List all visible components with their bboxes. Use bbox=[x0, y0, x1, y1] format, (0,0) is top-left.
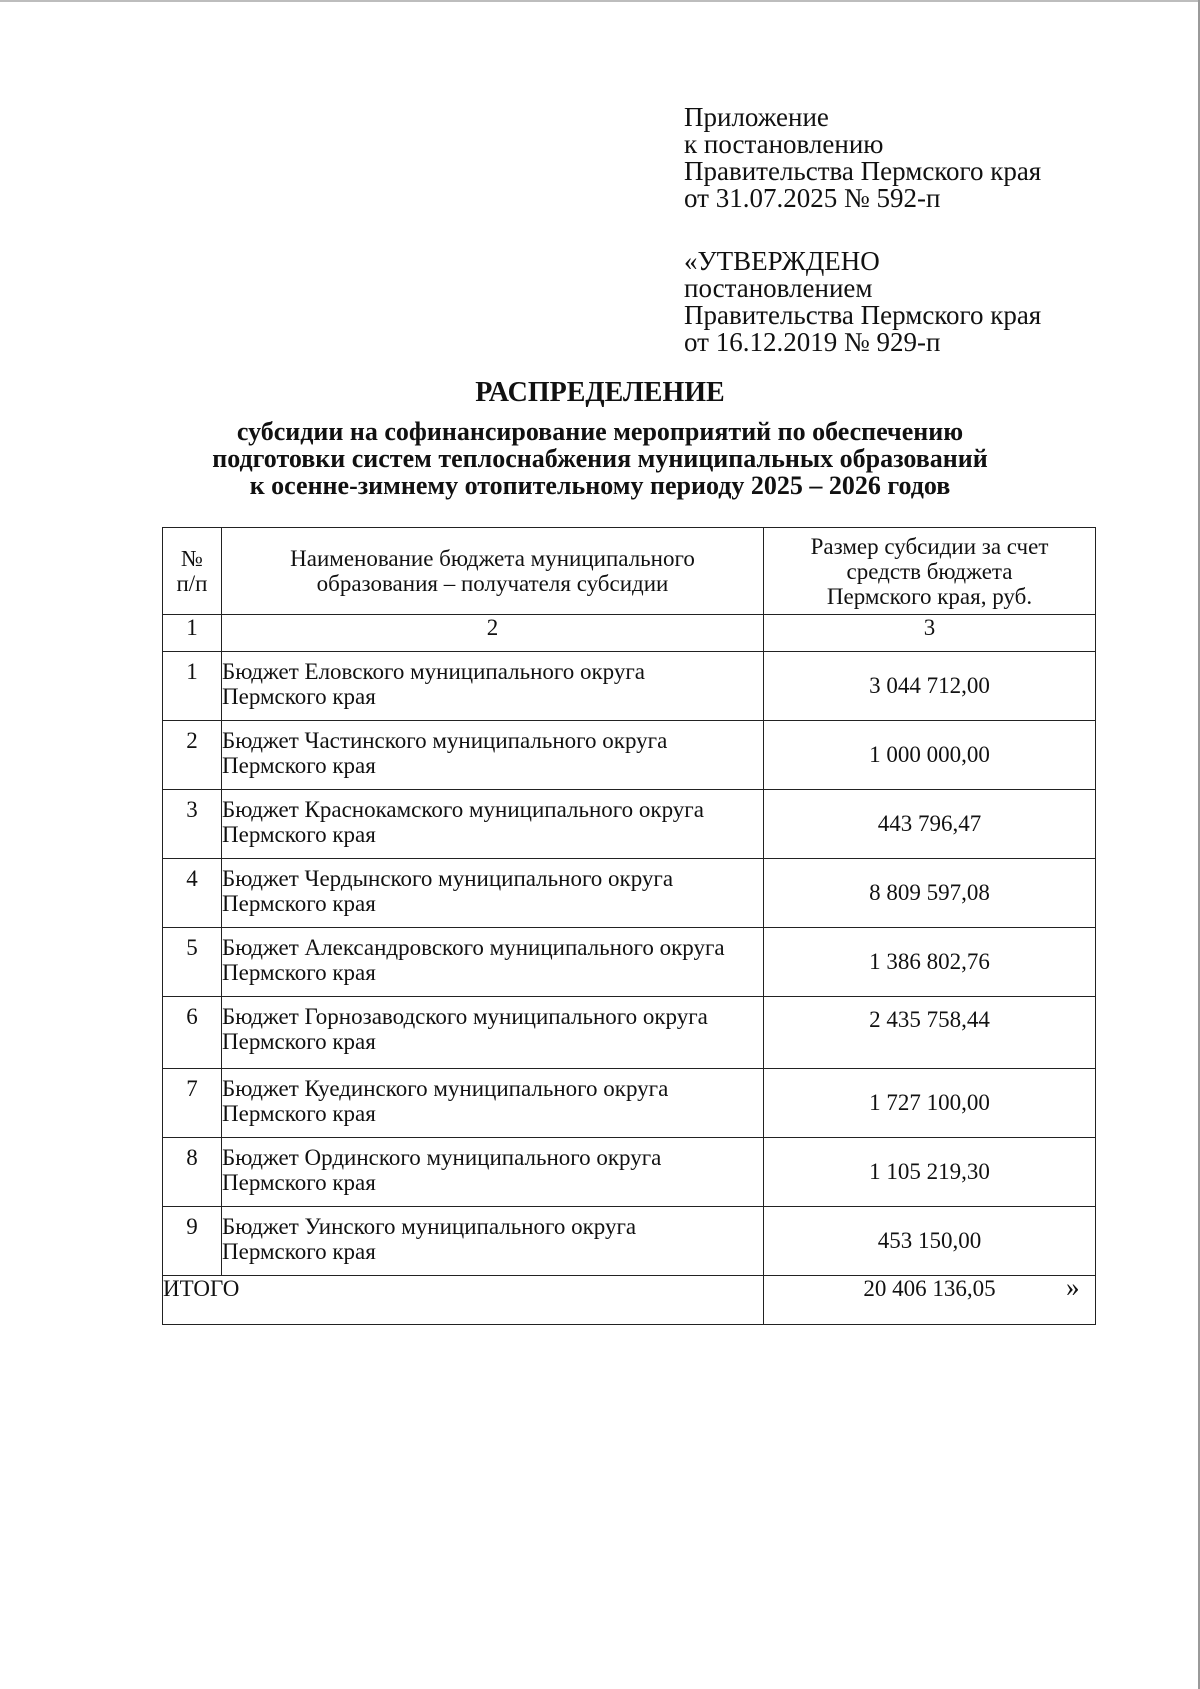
row-amount: 8 809 597,08 bbox=[764, 859, 1096, 928]
row-name bbox=[222, 1069, 764, 1138]
column-number: 3 bbox=[764, 615, 1096, 652]
header-name-line: Наименование бюджета муниципального bbox=[290, 546, 695, 571]
column-number: 1 bbox=[163, 615, 222, 652]
row-name-line: Пермского края bbox=[222, 822, 376, 847]
row-amount: 453 150,00 bbox=[764, 1207, 1096, 1276]
column-number-row bbox=[163, 615, 1096, 652]
row-name-line: Пермского края bbox=[222, 1029, 376, 1054]
row-amount: 3 044 712,00 bbox=[764, 652, 1096, 721]
appendix-line: от 31.07.2025 № 592-п bbox=[684, 183, 941, 213]
document-title: РАСПРЕДЕЛЕНИЕ bbox=[475, 377, 725, 408]
row-name bbox=[222, 928, 764, 997]
table-header-row bbox=[163, 528, 1096, 615]
scan-edge-top bbox=[0, 0, 1200, 2]
row-name-line: Пермского края bbox=[222, 753, 376, 778]
row-name-line: Пермского края bbox=[222, 1170, 376, 1195]
appendix-line: Приложение bbox=[684, 102, 829, 132]
appendix-line: к постановлению bbox=[684, 129, 884, 159]
table-row bbox=[163, 928, 1096, 997]
table-row bbox=[163, 721, 1096, 790]
row-name-line: Бюджет Александровского муниципального округа bbox=[222, 935, 725, 960]
table-row bbox=[163, 1069, 1096, 1138]
row-name bbox=[222, 997, 764, 1069]
header-number-line: п/п bbox=[176, 571, 208, 596]
row-name-line: Бюджет Горнозаводского муниципального округа bbox=[222, 1004, 708, 1029]
row-name-line: Пермского края bbox=[222, 960, 376, 985]
distribution-table bbox=[162, 527, 1096, 1325]
appendix-block bbox=[684, 104, 1041, 212]
row-amount: 1 000 000,00 bbox=[764, 721, 1096, 790]
row-name bbox=[222, 790, 764, 859]
row-number: 4 bbox=[163, 859, 222, 928]
header-cell-name bbox=[222, 528, 764, 615]
header-name-line: образования – получателя субсидии bbox=[316, 571, 669, 596]
row-name bbox=[222, 859, 764, 928]
row-name-line: Бюджет Частинского муниципального округа bbox=[222, 728, 668, 753]
row-amount: 443 796,47 bbox=[764, 790, 1096, 859]
row-number: 2 bbox=[163, 721, 222, 790]
closing-quote: » bbox=[1066, 1272, 1080, 1302]
appendix-line: Правительства Пермского края bbox=[684, 156, 1042, 186]
row-name-line: Бюджет Куединского муниципального округа bbox=[222, 1076, 669, 1101]
row-name-line: Пермского края bbox=[222, 684, 376, 709]
table-row bbox=[163, 1138, 1096, 1207]
total-row bbox=[163, 1276, 1096, 1325]
row-amount: 1 105 219,30 bbox=[764, 1138, 1096, 1207]
row-name-line: Бюджет Еловского муниципального округа bbox=[222, 659, 646, 684]
total-label: ИТОГО bbox=[163, 1276, 764, 1325]
header-amount-line: средств бюджета bbox=[846, 558, 1013, 584]
row-amount: 1 386 802,76 bbox=[764, 928, 1096, 997]
table-row bbox=[163, 790, 1096, 859]
approved-line: от 16.12.2019 № 929-п bbox=[684, 327, 941, 357]
header-cell-amount bbox=[764, 528, 1096, 615]
row-number: 5 bbox=[163, 928, 222, 997]
header-cell-number bbox=[163, 528, 222, 615]
subtitle-line: субсидии на софинансирование мероприятий по обеспечению bbox=[236, 417, 964, 446]
table-row bbox=[163, 997, 1096, 1069]
approved-line: «УТВЕРЖДЕНО bbox=[684, 246, 880, 276]
table-row bbox=[163, 652, 1096, 721]
row-name bbox=[222, 652, 764, 721]
row-name-line: Пермского края bbox=[222, 1101, 376, 1126]
row-amount: 2 435 758,44 bbox=[764, 997, 1096, 1069]
row-name bbox=[222, 1138, 764, 1207]
row-number: 6 bbox=[163, 997, 222, 1069]
row-number: 3 bbox=[163, 790, 222, 859]
table-row bbox=[163, 1207, 1096, 1276]
approved-line: постановлением bbox=[684, 273, 873, 303]
total-amount: 20 406 136,05 bbox=[764, 1276, 1096, 1325]
approved-block bbox=[684, 248, 1041, 356]
row-number: 1 bbox=[163, 652, 222, 721]
row-number: 9 bbox=[163, 1207, 222, 1276]
row-amount: 1 727 100,00 bbox=[764, 1069, 1096, 1138]
column-number: 2 bbox=[222, 615, 764, 652]
document-subtitle bbox=[0, 418, 1200, 499]
row-name-line: Бюджет Уинского муниципального округа bbox=[222, 1214, 637, 1239]
row-name-line: Бюджет Чердынского муниципального округа bbox=[222, 866, 674, 891]
row-name bbox=[222, 721, 764, 790]
row-name-line: Бюджет Краснокамского муниципального округа bbox=[222, 797, 704, 822]
row-number: 8 bbox=[163, 1138, 222, 1207]
approved-line: Правительства Пермского края bbox=[684, 300, 1042, 330]
table-row bbox=[163, 859, 1096, 928]
row-name bbox=[222, 1207, 764, 1276]
header-number-line: № bbox=[181, 546, 203, 571]
row-name-line: Пермского края bbox=[222, 891, 376, 916]
header-amount-line: Размер субсидии за счет bbox=[810, 533, 1049, 559]
row-name-line: Пермского края bbox=[222, 1239, 376, 1264]
row-name-line: Бюджет Ординского муниципального округа bbox=[222, 1145, 662, 1170]
subtitle-line: к осенне-зимнему отопительному периоду 2025 – 2026 годов bbox=[249, 471, 951, 500]
header-amount-line: Пермского края, руб. bbox=[826, 583, 1033, 609]
subtitle-line: подготовки систем теплоснабжения муниципальных образований bbox=[212, 444, 988, 473]
row-number: 7 bbox=[163, 1069, 222, 1138]
